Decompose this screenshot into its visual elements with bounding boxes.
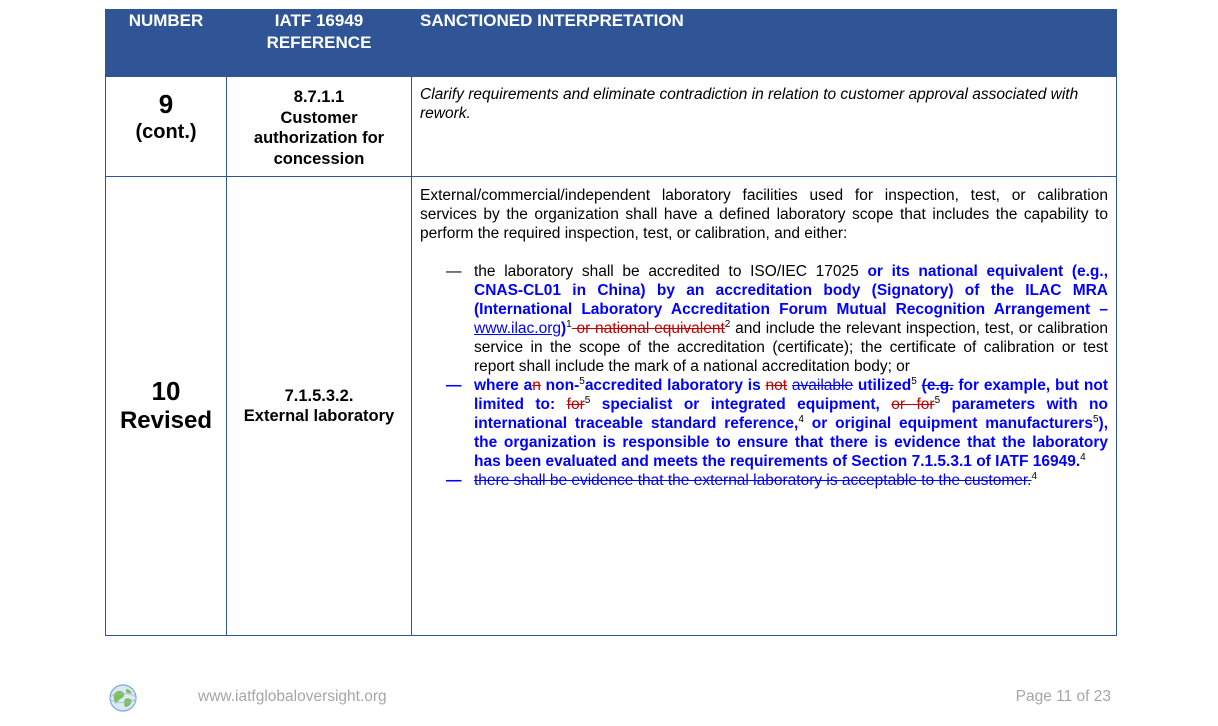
row-number-sub: Revised: [119, 407, 213, 434]
footer-url[interactable]: www.iatfglobaloversight.org: [198, 688, 387, 705]
row-reference-cell: [227, 77, 412, 177]
reference-clause: 7.1.5.3.2.: [284, 386, 354, 405]
list-item: — where an non-$^5$accredited laboratory is not available utilized$^5$ (e.g. for example, but not limited to: for$^5$ specialist or integrated equipment, or for$^5$ parameters with no international traceable standard reference,$^4$ or original equipment manufacturers$^5$), the organization is responsible to ensure that there is evidence that the laboratory has been evaluated and meets the requirements of Section 7.1.5.3.1 of IATF 16949.$^4$: [446, 375, 1108, 470]
header-reference: IATF 16949 REFERENCE: [227, 10, 412, 77]
interpretation-text: Clarify requirements and eliminate contradiction in relation to customer approval associated with rework.: [420, 86, 1079, 122]
row-number-cell: [106, 177, 227, 636]
row-number-cell: [106, 77, 227, 177]
globe-logo-icon: [108, 683, 138, 713]
dash-bullet: —: [446, 263, 462, 280]
page-number: Page 11 of 23: [1015, 688, 1111, 705]
row-number: 9: [158, 89, 174, 119]
row-interpretation-cell: [412, 77, 1117, 177]
header-number: NUMBER: [106, 10, 227, 77]
sanctioned-interpretations-table: [105, 9, 1117, 636]
dash-bullet: —: [446, 472, 462, 489]
table-header-row: [106, 10, 1117, 77]
header-interpretation: SANCTIONED INTERPRETATION: [412, 10, 1117, 77]
reference-title: External laboratory: [243, 407, 395, 425]
row-reference-cell: [227, 177, 412, 636]
row-number-sub: (cont.): [135, 121, 197, 143]
row-interpretation-cell: [412, 177, 1117, 636]
table-row: [106, 177, 1117, 636]
interpretation-intro: External/commercial/independent laboratory facilities used for inspection, test, or calibration services by the organization shall have a defined laboratory scope that includes the capability to perform the required inspection, test, or calibration, and either:: [420, 187, 1108, 242]
list-item: — the laboratory shall be accredited to ISO/IEC 17025 or its national equivalent (e.g., CNAS-CL01 in China) by an accreditation body (Signatory) of the ILAC MRA (International Laboratory Accreditation Forum Mutual Recognition Arrangement – www.ilac.org)$^1$ or national equivalent$^2$ and include the relevant inspection, test, or calibration service in the scope of the accreditation (certificate); the certificate of calibration or test report shall include the mark of a national accreditation body; or: [446, 263, 1108, 375]
dash-bullet: —: [446, 377, 462, 394]
ilac-link[interactable]: www.ilac.org: [474, 320, 561, 337]
reference-clause: 8.7.1.1: [293, 88, 345, 106]
table-row: [106, 77, 1117, 177]
row-number: 10: [151, 376, 181, 406]
reference-title: Customer authorization for concession: [253, 108, 385, 168]
list-item: — there shall be evidence that the external laboratory is acceptable to the customer.$^4$: [446, 470, 1038, 489]
